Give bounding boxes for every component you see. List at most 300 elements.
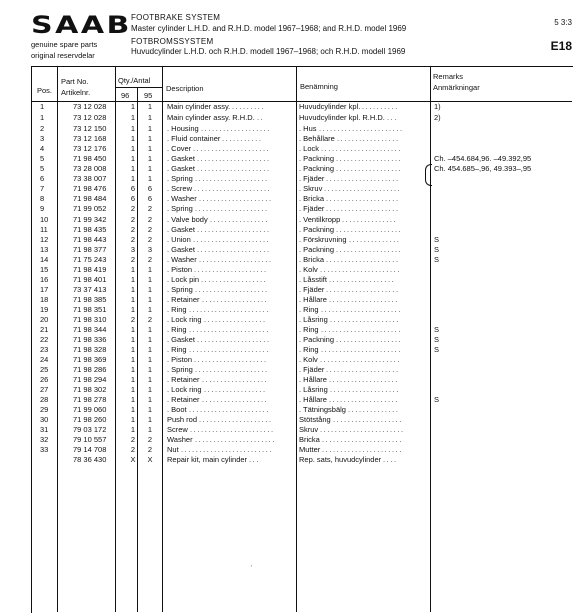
row-benamning: . Ring (299, 345, 319, 354)
row-pos: 17 (40, 285, 49, 294)
leader-dots: ...................... (321, 144, 403, 153)
row-benamning: . Fjäder (299, 285, 325, 294)
row-description: . Lock ring (167, 315, 202, 324)
leader-dots: ................... (330, 315, 400, 324)
row-part-no: 71 98 260 (73, 415, 107, 424)
row-pos: 4 (40, 144, 45, 153)
leader-dots: ....................... (319, 124, 404, 133)
row-benamning: . Packning (299, 154, 335, 163)
leader-dots: .................... (326, 255, 400, 264)
leader-dots: ..................... (193, 144, 271, 153)
row-pos: 1 (40, 113, 45, 122)
row-qty-95: 2 (147, 204, 153, 213)
row-pos: 33 (40, 445, 49, 454)
row-benamning: . Ring (299, 305, 319, 314)
row-qty-95: 2 (147, 225, 153, 234)
row-qty-95: 1 (147, 375, 153, 384)
row-description: . Housing (167, 124, 199, 133)
row-qty-96: 1 (130, 355, 136, 364)
row-pos: 18 (40, 295, 49, 304)
leader-dots: ...................... (189, 405, 271, 414)
row-part-no: 78 36 430 (73, 455, 107, 464)
row-part-no: 71 98 278 (73, 395, 107, 404)
leader-dots: .................... (326, 365, 400, 374)
leader-dots: ...................... (320, 355, 402, 364)
leader-dots: ... (249, 455, 261, 464)
row-description: . Spring (167, 285, 193, 294)
leader-dots: ...................... (189, 345, 271, 354)
row-description: Washer (167, 435, 193, 444)
row-part-no: 73 12 176 (73, 144, 107, 153)
logo-tagline-en: genuine spare parts (31, 40, 98, 49)
row-qty-95: 1 (147, 345, 153, 354)
row-pos: 31 (40, 425, 49, 434)
row-pos: 13 (40, 245, 49, 254)
row-part-no: 71 98 336 (73, 335, 107, 344)
qty-subheader-rule (115, 87, 162, 88)
row-pos: 6 (40, 174, 45, 183)
leader-dots: ................... (329, 295, 399, 304)
leader-dots: .................. (202, 295, 269, 304)
row-qty-95: 1 (147, 305, 153, 314)
row-part-no: 71 99 052 (73, 204, 107, 213)
leader-dots: ...................... (321, 345, 403, 354)
row-part-no: 73 12 028 (73, 113, 107, 122)
row-pos: 32 (40, 435, 49, 444)
row-qty-95: 1 (147, 395, 153, 404)
row-part-no: 79 03 172 (73, 425, 107, 434)
leader-dots: .................... (199, 255, 273, 264)
row-description: . Boot (167, 405, 187, 414)
leader-dots: .................... (197, 335, 271, 344)
row-qty-95: 1 (147, 425, 153, 434)
row-remark: 1) (434, 102, 441, 111)
row-pos: 9 (40, 204, 45, 213)
remark-brace (425, 164, 432, 186)
row-description: . Piston (167, 265, 193, 274)
row-pos: 21 (40, 325, 49, 334)
row-benamning: Mutter (299, 445, 321, 454)
row-qty-96: X (130, 455, 136, 464)
row-remark: 2) (434, 113, 441, 122)
leader-dots: .................. (336, 154, 403, 163)
col-description: Description (166, 84, 204, 93)
row-qty-95: 1 (147, 265, 153, 274)
row-description: Nut (167, 445, 179, 454)
row-benamning: . Bricka (299, 194, 325, 203)
row-description: . Gasket (167, 154, 195, 163)
row-remark: Ch. 454.685–,96, 49.393–,95 (434, 164, 532, 173)
col-remarks: Remarks (433, 72, 464, 81)
col-pos: Pos. (37, 86, 53, 95)
row-pos: 1 (40, 102, 45, 111)
row-qty-96: 1 (130, 325, 136, 334)
col-anmarkningar: Anmärkningar (433, 83, 480, 92)
row-part-no: 71 98 286 (73, 365, 107, 374)
row-benamning: Bricka (299, 435, 320, 444)
row-description: . Retainer (167, 295, 200, 304)
leader-dots: ...................... (195, 435, 277, 444)
page-header (0, 0, 582, 66)
row-qty-95: 1 (147, 144, 153, 153)
leader-dots: .................... (197, 154, 271, 163)
col-qty-96: 96 (121, 91, 130, 100)
row-part-no: 73 12 168 (73, 133, 107, 143)
title-sv: FOTBROMSSYSTEM (131, 37, 214, 46)
row-benamning: . Låsring (299, 385, 328, 394)
row-qty-96: 1 (130, 154, 136, 163)
leader-dots: .................... (326, 285, 400, 294)
leader-dots: ...................... (322, 445, 404, 454)
row-pos: 16 (40, 275, 49, 284)
row-part-no: 71 98 401 (73, 275, 107, 284)
row-qty-95: 1 (147, 355, 153, 364)
row-pos: 22 (40, 335, 49, 344)
divider-pos (57, 66, 58, 612)
row-qty-95: 2 (147, 315, 153, 324)
row-part-no: 71 98 310 (73, 315, 107, 324)
row-pos: 2 (40, 124, 45, 133)
row-description: Push rod (167, 415, 198, 424)
row-qty-96: 2 (130, 255, 136, 264)
row-qty-95: 1 (147, 275, 153, 284)
col-qty: Qty./Antal (118, 76, 151, 85)
divider-desc (162, 66, 163, 612)
leader-dots: ............... (342, 215, 398, 224)
row-remark: S (434, 395, 440, 404)
row-part-no: 71 98 419 (73, 265, 107, 274)
row-pos: 3 (40, 133, 45, 143)
row-benamning: . Ring (299, 325, 319, 334)
row-benamning: . Ventilkropp (299, 215, 341, 224)
row-part-no: 79 14 708 (73, 445, 107, 454)
col-part-no: Part No. (61, 77, 89, 86)
leader-dots: ...................... (189, 325, 271, 334)
logo-tagline-sv: original reservdelar (31, 51, 95, 60)
row-remark: S (434, 325, 440, 334)
col-qty-95: 95 (144, 91, 153, 100)
leader-dots: .................... (197, 245, 271, 254)
row-part-no: 73 12 150 (73, 124, 107, 133)
leader-dots: .............. (348, 405, 400, 414)
leader-dots: .............. (349, 235, 401, 244)
leader-dots: .................... (326, 204, 400, 213)
row-qty-95: 2 (147, 255, 153, 264)
row-pos: 29 (40, 405, 49, 414)
row-description: . Fluid container (167, 133, 221, 143)
row-pos: 20 (40, 315, 49, 324)
row-benamning: Skruv (299, 425, 319, 434)
row-part-no: 73 37 413 (73, 285, 107, 294)
row-qty-96: 1 (130, 335, 136, 344)
leader-dots: .................... (326, 194, 400, 203)
row-description: . Screw (167, 184, 193, 193)
row-qty-95: 1 (147, 365, 153, 374)
row-description: . Ring (167, 305, 187, 314)
divider-ben (296, 66, 297, 612)
row-description: . Spring (167, 204, 193, 213)
row-qty-96: 1 (130, 295, 136, 304)
row-qty-95: 1 (147, 102, 153, 111)
row-pos: 5 (40, 154, 45, 163)
row-part-no: 73 28 008 (73, 164, 107, 173)
row-description: . Retainer (167, 375, 200, 384)
leader-dots: ................... (330, 385, 400, 394)
row-qty-96: 1 (130, 395, 136, 404)
leader-dots: .. (257, 113, 265, 122)
row-benamning: Huvudcylinder kpl. (299, 102, 361, 111)
row-qty-95: 1 (147, 335, 153, 344)
leader-dots: .................. (336, 225, 403, 234)
leader-dots: ...................... (322, 435, 404, 444)
row-qty-96: 2 (130, 435, 136, 444)
row-qty-95: 2 (147, 215, 153, 224)
row-part-no: 71 98 351 (73, 305, 107, 314)
row-qty-96: 6 (130, 184, 136, 193)
row-description: . Retainer (167, 395, 200, 404)
row-description: . Gasket (167, 335, 195, 344)
leader-dots: ................. (337, 133, 400, 143)
row-qty-96: 1 (130, 174, 136, 183)
leader-dots: .................. (336, 335, 403, 344)
leader-dots: .................... (199, 415, 273, 424)
row-pos: 8 (40, 194, 45, 203)
leader-dots: ................. (204, 385, 267, 394)
row-qty-96: 2 (130, 204, 136, 213)
row-description: Main cylinder assy. (167, 102, 231, 111)
row-benamning: . Packning (299, 225, 335, 234)
row-part-no: 71 98 476 (73, 184, 107, 193)
leader-dots: ................ (210, 215, 269, 224)
divider-part (115, 66, 116, 612)
row-pos: 25 (40, 365, 49, 374)
leader-dots: .... (383, 455, 398, 464)
row-pos: 28 (40, 395, 49, 404)
leader-dots: ....................... (320, 425, 405, 434)
row-remark: S (434, 245, 440, 254)
leader-dots: .................. (201, 275, 268, 284)
row-benamning: . Packning (299, 164, 335, 173)
row-qty-96: 1 (130, 113, 136, 122)
row-benamning: . Låsstift (299, 275, 327, 284)
row-qty-95: 2 (147, 235, 153, 244)
row-pos: 23 (40, 345, 49, 354)
page-reference: 5 3:3 (554, 18, 572, 27)
leader-dots: .................... (197, 225, 271, 234)
row-benamning: . Hållare (299, 375, 327, 384)
col-benamning: Benämning (300, 82, 338, 91)
row-benamning: Huvudcylinder kpl. R.H.D. (299, 113, 385, 122)
row-benamning: . Tätningsbälg (299, 405, 346, 414)
leader-dots: ................... (201, 124, 271, 133)
row-part-no: 71 98 443 (73, 235, 107, 244)
leader-dots: ......... (232, 102, 266, 111)
row-pos: 12 (40, 235, 49, 244)
row-part-no: 71 98 302 (73, 385, 107, 394)
row-qty-96: 1 (130, 365, 136, 374)
row-qty-96: 1 (130, 375, 136, 384)
row-description: Screw (167, 425, 188, 434)
row-part-no: 71 98 344 (73, 325, 107, 334)
section-code: E18 (550, 39, 572, 53)
row-pos: 19 (40, 305, 49, 314)
leader-dots: ................... (329, 375, 399, 384)
row-qty-96: 1 (130, 415, 136, 424)
row-pos: 11 (40, 225, 48, 234)
row-pos: 15 (40, 265, 49, 274)
row-qty-95: 1 (147, 174, 153, 183)
divider-rem (430, 66, 431, 612)
row-benamning: Rep. sats, huvudcylinder (299, 455, 382, 464)
leader-dots: .................. (202, 375, 269, 384)
row-benamning: . Hållare (299, 295, 327, 304)
row-qty-95: 1 (147, 113, 153, 122)
row-remark: S (434, 235, 440, 244)
leader-dots: .................... (195, 204, 269, 213)
row-benamning: . Fjäder (299, 365, 325, 374)
leader-dots: .................... (195, 174, 269, 183)
row-qty-95: X (147, 455, 153, 464)
row-description: . Valve body (167, 215, 208, 224)
leader-dots: .................... (199, 194, 273, 203)
row-qty-96: 1 (130, 385, 136, 394)
leader-dots: ...................... (321, 305, 403, 314)
row-part-no: 71 98 328 (73, 345, 107, 354)
leader-dots: .................. (336, 245, 403, 254)
leader-dots: ................... (333, 415, 403, 424)
row-benamning: . Fjäder (299, 174, 325, 183)
row-qty-96: 2 (130, 215, 136, 224)
leader-dots: .................... (326, 174, 400, 183)
title-en: FOOTBRAKE SYSTEM (131, 13, 221, 22)
row-benamning: . Kolv (299, 265, 318, 274)
row-qty-96: 1 (130, 124, 136, 133)
row-qty-95: 6 (147, 194, 153, 203)
leader-dots: .................... (194, 265, 268, 274)
row-pos: 27 (40, 385, 49, 394)
row-remark: S (434, 335, 440, 344)
row-benamning: . Hus (299, 124, 317, 133)
row-pos: 5 (40, 164, 45, 173)
row-description: . Washer (167, 255, 197, 264)
row-description: . Gasket (167, 225, 195, 234)
leader-dots: ................. (204, 315, 267, 324)
row-qty-95: 1 (147, 154, 153, 163)
leader-dots: .................. (202, 395, 269, 404)
row-part-no: 71 98 377 (73, 245, 107, 254)
leader-dots: ...................... (320, 265, 402, 274)
leader-dots: .................... (195, 365, 269, 374)
row-benamning: . Hållare (299, 395, 327, 404)
row-benamning: . Låsring (299, 315, 328, 324)
leader-dots: ... (387, 113, 399, 122)
row-qty-96: 1 (130, 405, 136, 414)
row-remark: S (434, 255, 440, 264)
leader-dots: ........... (222, 133, 263, 143)
row-part-no: 73 38 007 (73, 174, 107, 183)
row-qty-95: 1 (147, 133, 153, 143)
row-part-no: 71 98 450 (73, 154, 107, 163)
row-description: . Cover (167, 144, 192, 153)
row-qty-95: 6 (147, 184, 153, 193)
leader-dots: ..................... (324, 184, 402, 193)
row-description: . Ring (167, 325, 187, 334)
row-pos: 14 (40, 255, 49, 264)
row-qty-96: 6 (130, 194, 136, 203)
subtitle-sv: Huvudcylinder L.H.D. och R.H.D. modell 1967–1968; och R.H.D. modell 1969 (131, 47, 406, 56)
row-benamning: . Bricka (299, 255, 325, 264)
saab-logo: SAAB (31, 11, 132, 39)
row-benamning: . Packning (299, 335, 335, 344)
row-qty-96: 1 (130, 425, 136, 434)
row-pos: 30 (40, 415, 49, 424)
row-qty-96: 1 (130, 305, 136, 314)
row-qty-95: 1 (147, 285, 153, 294)
row-pos: 10 (40, 215, 49, 224)
leader-dots: ..................... (193, 235, 271, 244)
leader-dots: ...................... (321, 325, 403, 334)
row-qty-96: 1 (130, 345, 136, 354)
row-pos: 24 (40, 355, 49, 364)
row-qty-95: 1 (147, 325, 153, 334)
row-part-no: 71 98 369 (73, 355, 107, 364)
row-benamning: . Fjäder (299, 204, 325, 213)
row-qty-95: 1 (147, 164, 153, 173)
row-qty-95: 1 (147, 124, 153, 133)
row-part-no: 73 12 028 (73, 102, 107, 111)
row-description: . Piston (167, 355, 193, 364)
row-qty-96: 3 (130, 245, 136, 254)
row-qty-96: 1 (130, 133, 136, 143)
row-qty-96: 1 (130, 144, 136, 153)
row-qty-95: 1 (147, 405, 153, 414)
row-benamning: . Förskruvning (299, 235, 347, 244)
row-qty-96: 1 (130, 164, 136, 173)
row-pos: 26 (40, 375, 49, 384)
scan-speck: ˒ (250, 560, 253, 569)
row-qty-96: 1 (130, 265, 136, 274)
row-description: Main cylinder assy. R.H.D. (167, 113, 255, 122)
leader-dots: .......... (362, 102, 399, 111)
row-description: . Spring (167, 174, 193, 183)
row-description: . Union (167, 235, 191, 244)
row-description: . Lock pin (167, 275, 200, 284)
row-description: Repair kit, main cylinder (167, 455, 248, 464)
row-benamning: . Skruv (299, 184, 323, 193)
row-benamning: . Kolv (299, 355, 318, 364)
leader-dots: ...................... (189, 305, 271, 314)
row-part-no: 71 99 060 (73, 405, 107, 414)
leader-dots: .................... (195, 285, 269, 294)
row-qty-96: 1 (130, 285, 136, 294)
row-part-no: 71 75 243 (73, 255, 107, 264)
leader-dots: .................... (194, 355, 268, 364)
row-benamning: . Behållare (299, 133, 335, 143)
row-remark: S (434, 345, 440, 354)
leader-dots: .................. (336, 164, 403, 173)
row-benamning: . Packning (299, 245, 335, 254)
row-pos: 7 (40, 184, 45, 193)
row-part-no: 71 98 484 (73, 194, 107, 203)
row-qty-96: 2 (130, 315, 136, 324)
row-qty-96: 1 (130, 102, 136, 111)
leader-dots: ................... (329, 395, 399, 404)
leader-dots: ..................... (194, 184, 272, 193)
row-part-no: 71 99 342 (73, 215, 107, 224)
row-part-no: 71 98 385 (73, 295, 107, 304)
row-qty-95: 1 (147, 415, 153, 424)
subtitle-en: Master cylinder L.H.D. and R.H.D. model 1967–1968; and R.H.D. model 1969 (131, 24, 407, 33)
